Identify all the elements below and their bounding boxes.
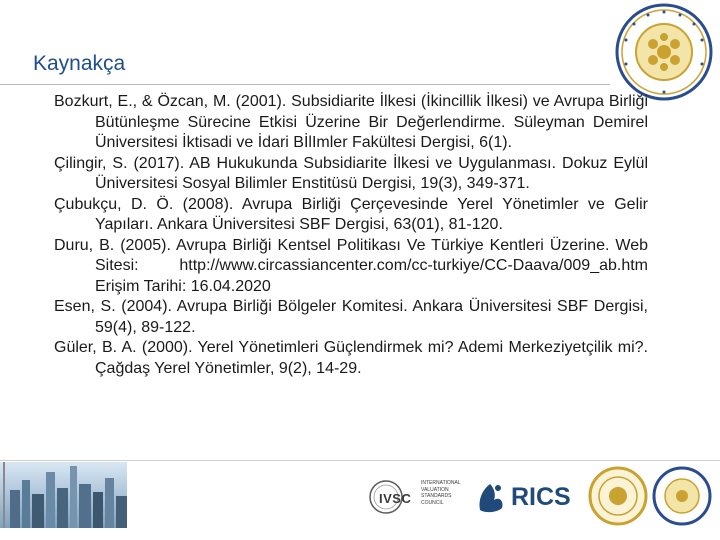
reference-item: Bozkurt, E., & Özcan, M. (2001). Subsidiarite İlkesi (İkincillik İlkesi) ve Avrupa Birliği Bütünleşme Sürecine Etkisi Üzerine Bir Değerlendirme. Süleyman Demirel Üniversitesi İktisadi ve İdari BİlImler Fakültesi Dergisi, 6(1). (54, 93, 648, 151)
gold-university-seal-icon (588, 466, 648, 526)
reference-item: Güler, B. A. (2000). Yerel Yönetimleri Güçlendirmek mi? Ademi Merkeziyetçilik mi?. Çağdaş Yerel Yönetimler, 9(2), 14-29. (54, 339, 648, 377)
ankara-university-seal-icon (614, 2, 714, 102)
reference-item: Çilingir, S. (2017). AB Hukukunda Subsidiarite İlkesi ve Uygulanması. Dokuz Eylül Üniversitesi Sosyal Bilimler Enstitüsü Dergisi, 19(3), 349-371. (54, 154, 648, 192)
ivsc-logo-caption: INTERNATIONAL VALUATION STANDARDS COUNCIL (421, 480, 461, 506)
ankara-university-seal-small-icon (652, 466, 712, 526)
slide-title: Kaynakça (33, 52, 126, 75)
reference-list (54, 92, 648, 379)
rics-logo-label: RICS (511, 483, 571, 511)
ivsc-logo-label: IVSC (379, 491, 412, 506)
reference-item: Çubukçu, D. Ö. (2008). Avrupa Birliği Çerçevesinde Yerel Yönetimler ve Gelir Yapıları. Ankara Üniversitesi SBF Dergisi, 63(01), 81-120. (54, 195, 648, 233)
footer-separator (3, 462, 5, 528)
title-divider (0, 84, 610, 85)
reference-item: Duru, B. (2005). Avrupa Birliği Kentsel Politikası Ve Türkiye Kentleri Üzerine. Web Sitesi: http://www.circassiancenter.com/cc-turkiye/CC-Daava/009_ab.htm Erişim Tarihi: 16.04.2020 (54, 236, 648, 295)
footer-divider (0, 460, 720, 461)
city-skyline-image (0, 462, 127, 528)
reference-item: Esen, S. (2004). Avrupa Birliği Bölgeler Komitesi. Ankara Üniversitesi SBF Dergisi, 59(4), 89-122. (54, 298, 648, 336)
